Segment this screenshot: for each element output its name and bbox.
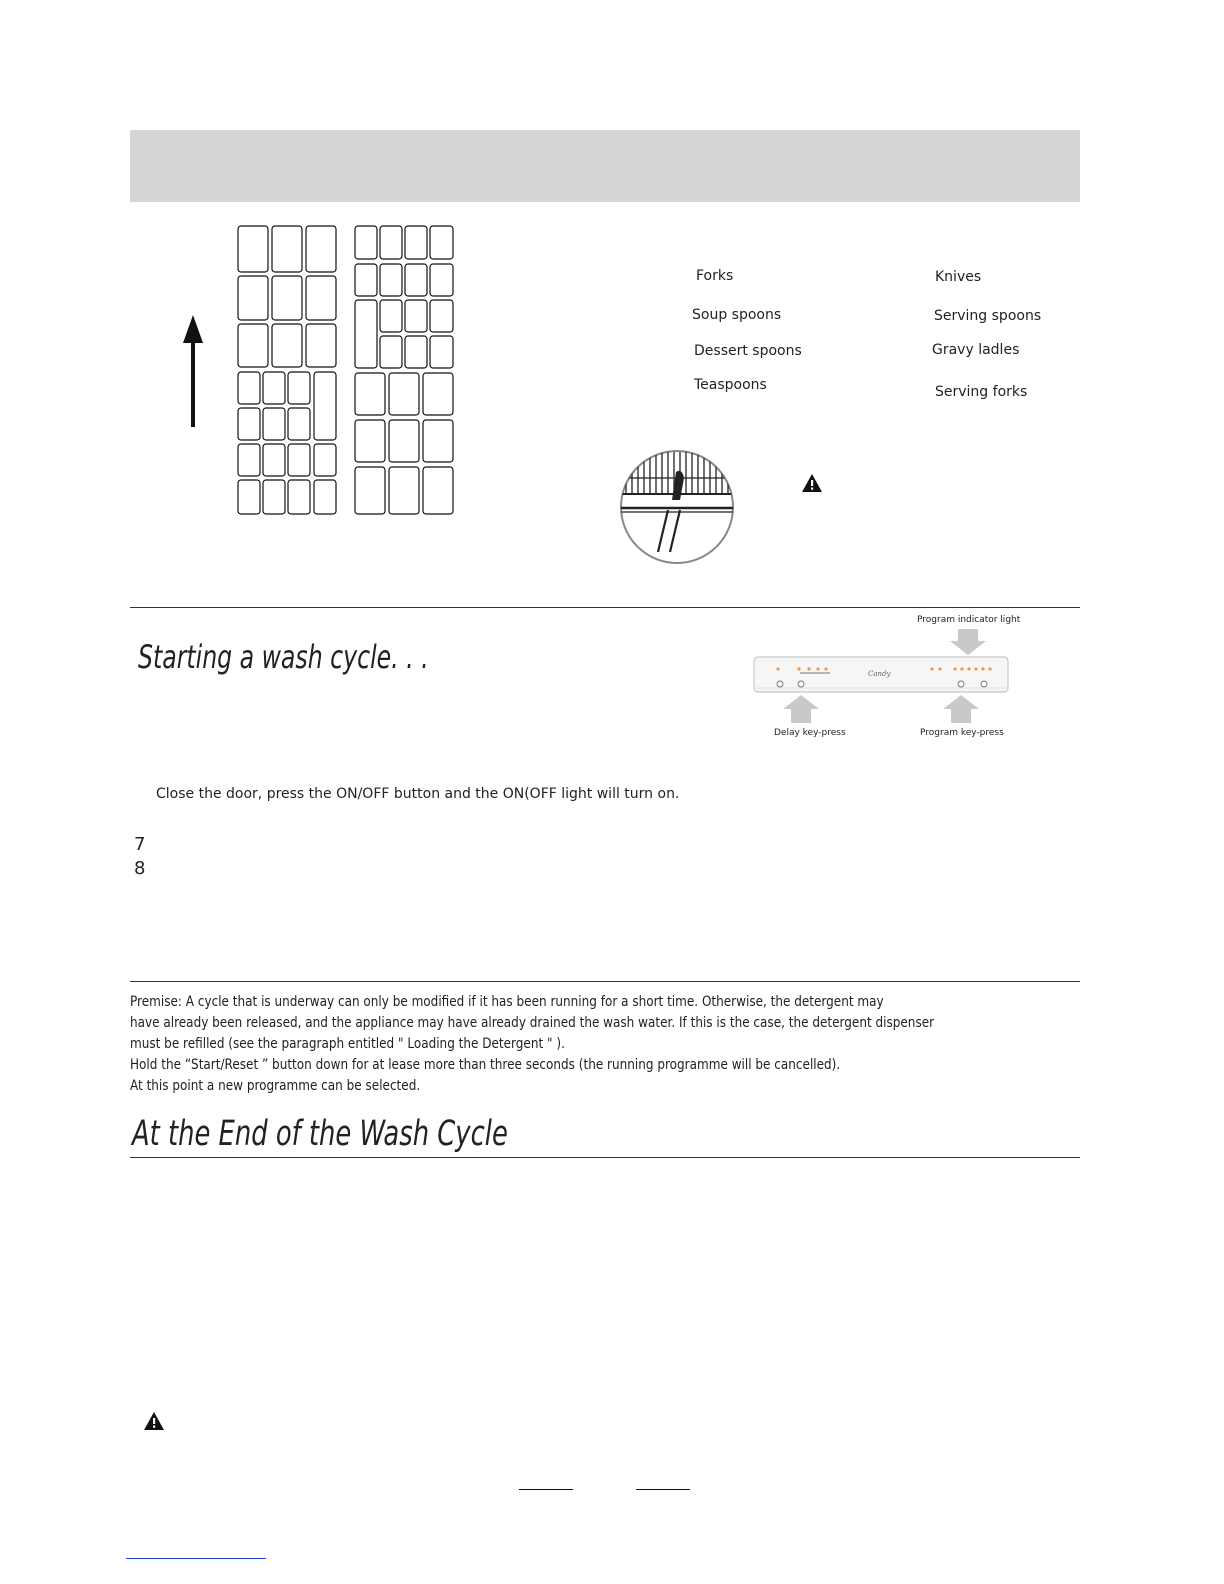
underline-mark (636, 1489, 690, 1490)
section-divider (130, 981, 1080, 982)
modify-text-line: At this point a new programme can be selected. (130, 1078, 421, 1094)
label-teaspoons: Teaspoons (694, 377, 767, 393)
arrow-up-icon (183, 315, 203, 427)
step-close-door: Close the door, press the ON/OFF button and the ON(OFF light will turn on. (156, 786, 680, 802)
label-gravy-ladles: Gravy ladles (932, 342, 1020, 358)
label-dessert-spoons: Dessert spoons (694, 343, 802, 359)
control-panel-icon (752, 625, 1010, 725)
modify-text-line: Hold the “Start/Reset ” button down for at lease more than three seconds (the running programme will be cancelled). (130, 1057, 841, 1073)
label-forks: Forks (696, 268, 734, 284)
heading-underline (130, 1157, 1080, 1158)
program-indicator-label: Program indicator light (917, 615, 1021, 625)
modify-text-line: must be refilled (see the paragraph entitled " Loading the Detergent " ). (130, 1036, 565, 1052)
delay-key-label: Delay key-press (774, 728, 846, 738)
cutlery-basket-diagram (180, 215, 470, 525)
svg-text:Candy: Candy (868, 670, 891, 678)
warning-triangle-icon (143, 1411, 165, 1431)
warning-triangle-icon (801, 473, 823, 493)
modify-text-line: have already been released, and the appliance may have already drained the wash water. If this is the case, the detergent dispenser (130, 1015, 935, 1031)
label-serving-forks: Serving forks (935, 384, 1028, 400)
footer-link-line (126, 1558, 266, 1559)
label-soup-spoons: Soup spoons (692, 307, 782, 323)
modify-text-line: Premise: A cycle that is underway can only be modified if it has been running for a short time. Otherwise, the detergent may (130, 994, 884, 1010)
label-serving-spoons: Serving spoons (934, 308, 1042, 324)
end-cycle-heading: At the End of the Wash Cycle (132, 1114, 508, 1154)
section-banner (130, 130, 1080, 202)
cutlery-basket-detail-icon (618, 448, 736, 566)
program-key-label: Program key-press (920, 728, 1004, 738)
label-knives: Knives (935, 269, 982, 285)
starting-heading: Starting a wash cycle. . . (138, 638, 429, 676)
step-number: 7 (134, 834, 146, 855)
step-number: 8 (134, 858, 146, 879)
underline-mark (519, 1489, 573, 1490)
section-divider (130, 607, 1080, 608)
